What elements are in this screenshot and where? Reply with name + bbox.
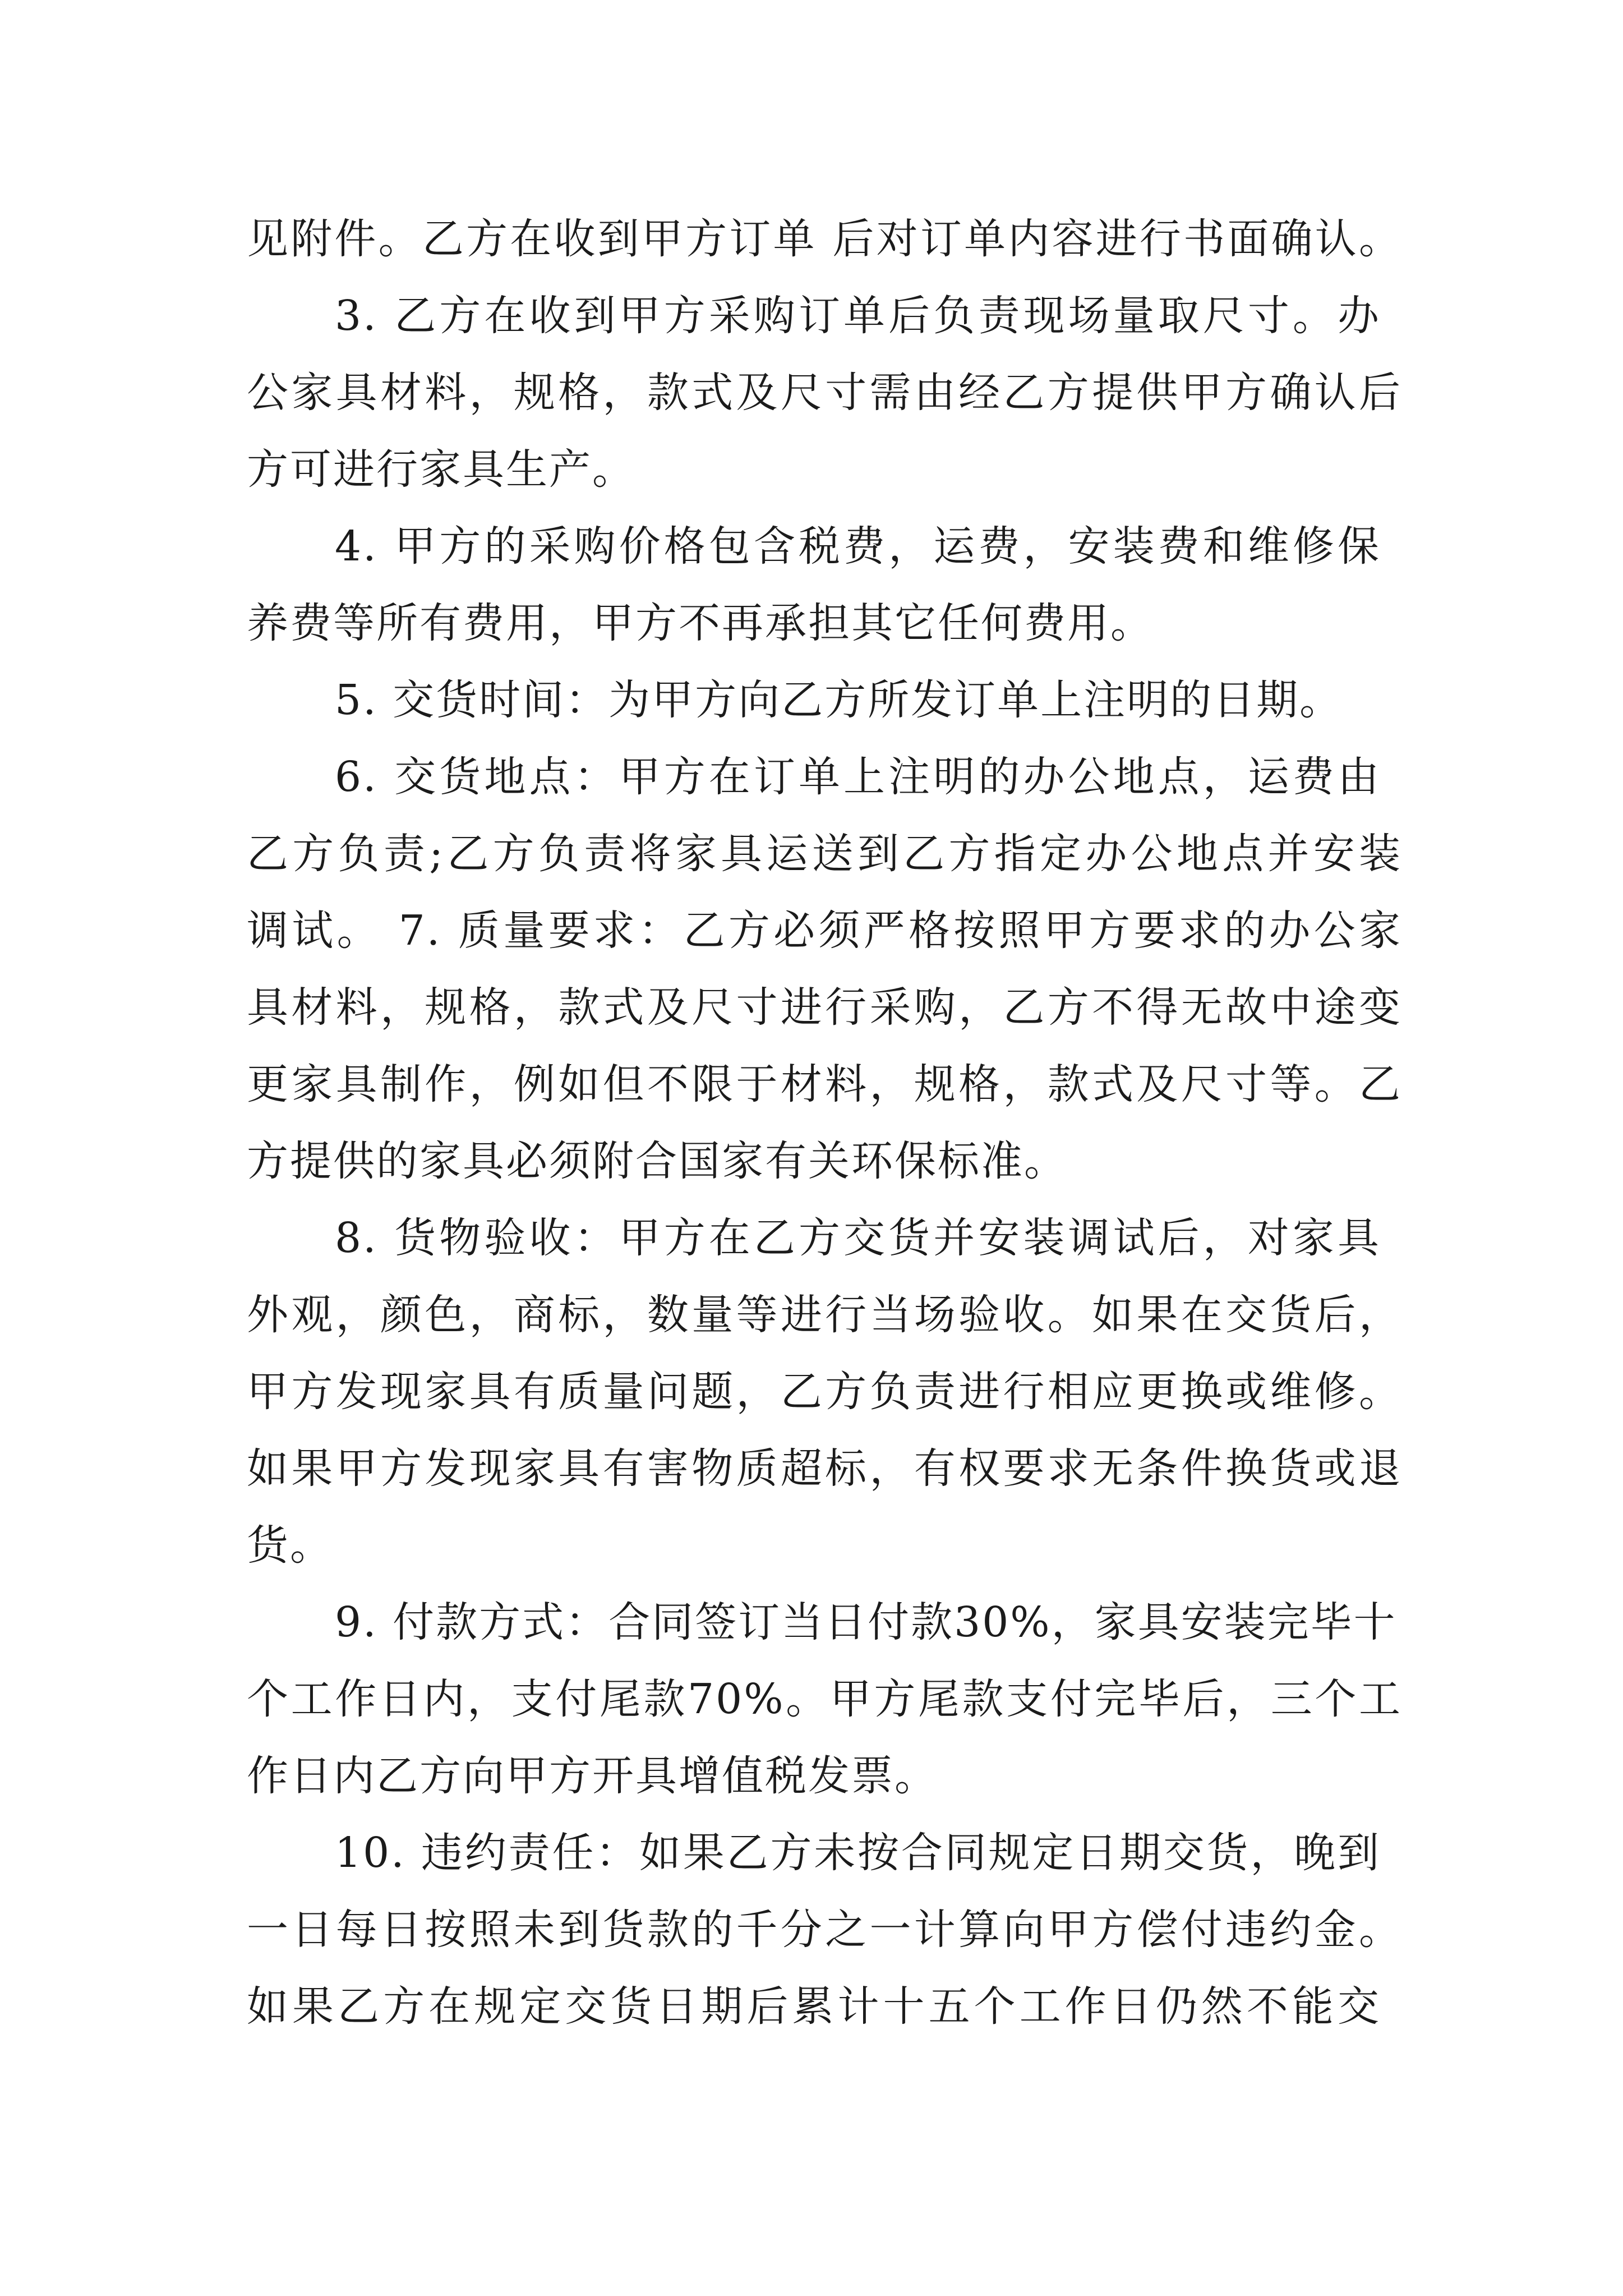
text-line: 作日内乙方向甲方开具增值税发票。 xyxy=(247,1752,938,1800)
document-body xyxy=(247,201,1402,2045)
clause-6-7 xyxy=(247,739,1402,1200)
text-line: 养费等所有费用，甲方不再承担其它任何费用。 xyxy=(247,599,1154,647)
clause-4 xyxy=(247,508,1402,662)
text-line: 个工作日内，支付尾款70%。甲方尾款支付完毕后，三个工 xyxy=(247,1675,1402,1723)
clause-8 xyxy=(247,1200,1402,1584)
text-line: 8. 货物验收：甲方在乙方交货并安装调试后，对家具 xyxy=(335,1214,1381,1262)
text-line: 3. 乙方在收到甲方采购订单后负责现场量取尺寸。办 xyxy=(335,292,1381,340)
text-line: 4. 甲方的采购价格包含税费，运费，安装费和维修保 xyxy=(335,522,1381,570)
text-line: 方可进行家具生产。 xyxy=(247,445,635,494)
text-line: 6. 交货地点：甲方在订单上注明的办公地点，运费由 xyxy=(335,753,1381,801)
text-line: 见附件。乙方在收到甲方订单 后对订单内容进行书面确认。 xyxy=(247,215,1402,263)
text-line: 外观，颜色，商标，数量等进行当场验收。如果在交货后， xyxy=(247,1291,1402,1339)
text-line: 方提供的家具必须附合国家有关环保标准。 xyxy=(247,1137,1067,1185)
text-line: 9. 付款方式：合同签订当日付款30%，家具安装完毕十 xyxy=(335,1598,1397,1646)
text-line: 更家具制作，例如但不限于材料，规格，款式及尺寸等。乙 xyxy=(247,1060,1402,1108)
text-line: 公家具材料，规格，款式及尺寸需由经乙方提供甲方确认后 xyxy=(247,369,1402,417)
text-line: 5. 交货时间：为甲方向乙方所发订单上注明的日期。 xyxy=(335,676,1343,724)
clause-10 xyxy=(247,1815,1402,2045)
text-line: 10. 违约责任：如果乙方未按合同规定日期交货，晚到 xyxy=(335,1829,1381,1877)
clause-5 xyxy=(247,662,1402,739)
clause-3 xyxy=(247,278,1402,508)
clause-9 xyxy=(247,1584,1402,1815)
text-line: 如果乙方在规定交货日期后累计十五个工作日仍然不能交 xyxy=(247,1982,1381,2031)
text-line: 具材料，规格，款式及尺寸进行采购，乙方不得无故中途变 xyxy=(247,983,1402,1032)
text-line: 货。 xyxy=(247,1521,333,1570)
text-line: 甲方发现家具有质量问题，乙方负责进行相应更换或维修。 xyxy=(247,1368,1402,1416)
text-line: 一日每日按照未到货款的千分之一计算向甲方偿付违约金。 xyxy=(247,1906,1402,1954)
text-line: 调试。 7. 质量要求：乙方必须严格按照甲方要求的办公家 xyxy=(247,907,1402,955)
text-line: 如果甲方发现家具有害物质超标，有权要求无条件换货或退 xyxy=(247,1444,1402,1493)
continuation-paragraph xyxy=(247,201,1402,278)
text-line: 乙方负责;乙方负责将家具运送到乙方指定办公地点并安装 xyxy=(247,830,1402,878)
